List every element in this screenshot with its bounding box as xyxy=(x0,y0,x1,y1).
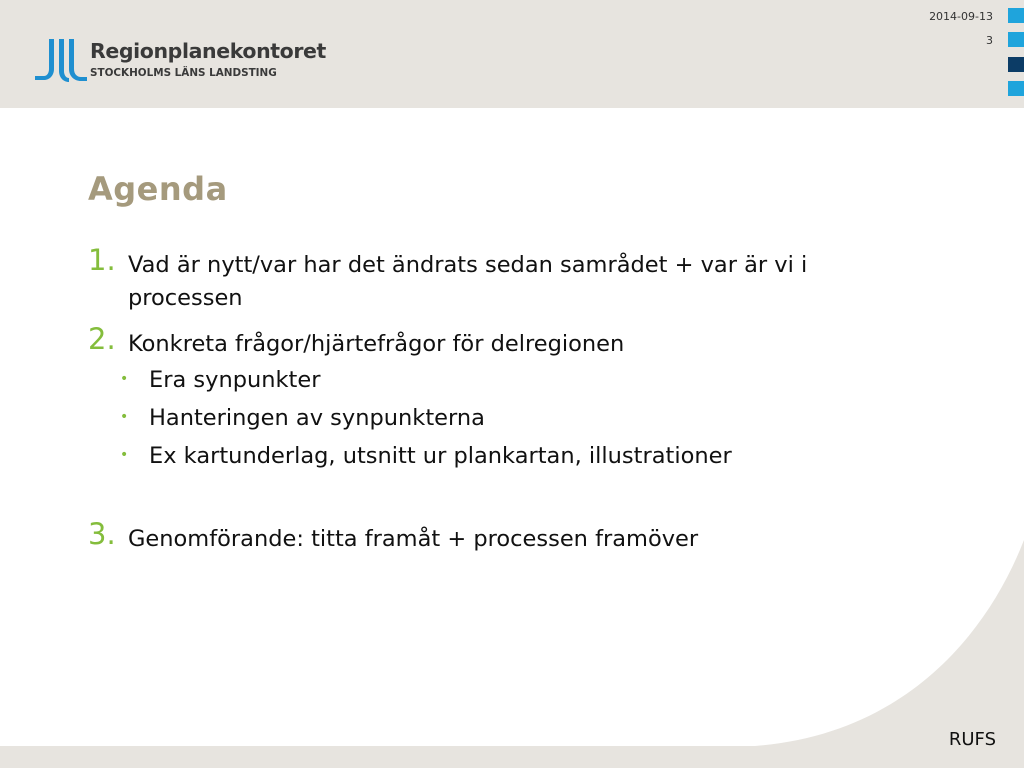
logo xyxy=(35,39,335,85)
sub-bullet-text: Ex kartunderlag, utsnitt ur plankartan, illustrationer xyxy=(149,443,732,469)
slide-date: 2014-09-13 xyxy=(929,10,993,23)
slide-title: Agenda xyxy=(88,170,228,208)
logo-subtitle: STOCKHOLMS LÄNS LANDSTING xyxy=(90,67,277,79)
regionplanekontoret-logo-icon xyxy=(35,39,87,83)
agenda-item-text: Vad är nytt/var har det ändrats sedan samrådet + var är vi i processen xyxy=(128,252,808,311)
bullet-icon: • xyxy=(120,447,129,463)
logo-name: Regionplanekontoret xyxy=(90,39,326,63)
agenda-item-text: Konkreta frågor/hjärtefrågor för delregionen xyxy=(128,331,625,357)
sub-bullet-text: Hanteringen av synpunkterna xyxy=(149,405,485,431)
decor-square xyxy=(1008,81,1024,96)
sub-bullet-text: Era synpunkter xyxy=(149,367,321,393)
agenda-item-text: Genomförande: titta framåt + processen framöver xyxy=(128,526,699,552)
decor-square xyxy=(1008,8,1024,23)
bullet-icon: • xyxy=(120,371,129,387)
agenda-item-number: 3. xyxy=(88,517,116,551)
decor-square xyxy=(1008,32,1024,47)
footer-label: RUFS xyxy=(948,729,996,750)
agenda-item-number: 1. xyxy=(88,243,116,277)
slide-number: 3 xyxy=(986,34,993,47)
bullet-icon: • xyxy=(120,409,129,425)
agenda-item-number: 2. xyxy=(88,322,116,356)
decor-square xyxy=(1008,57,1024,72)
